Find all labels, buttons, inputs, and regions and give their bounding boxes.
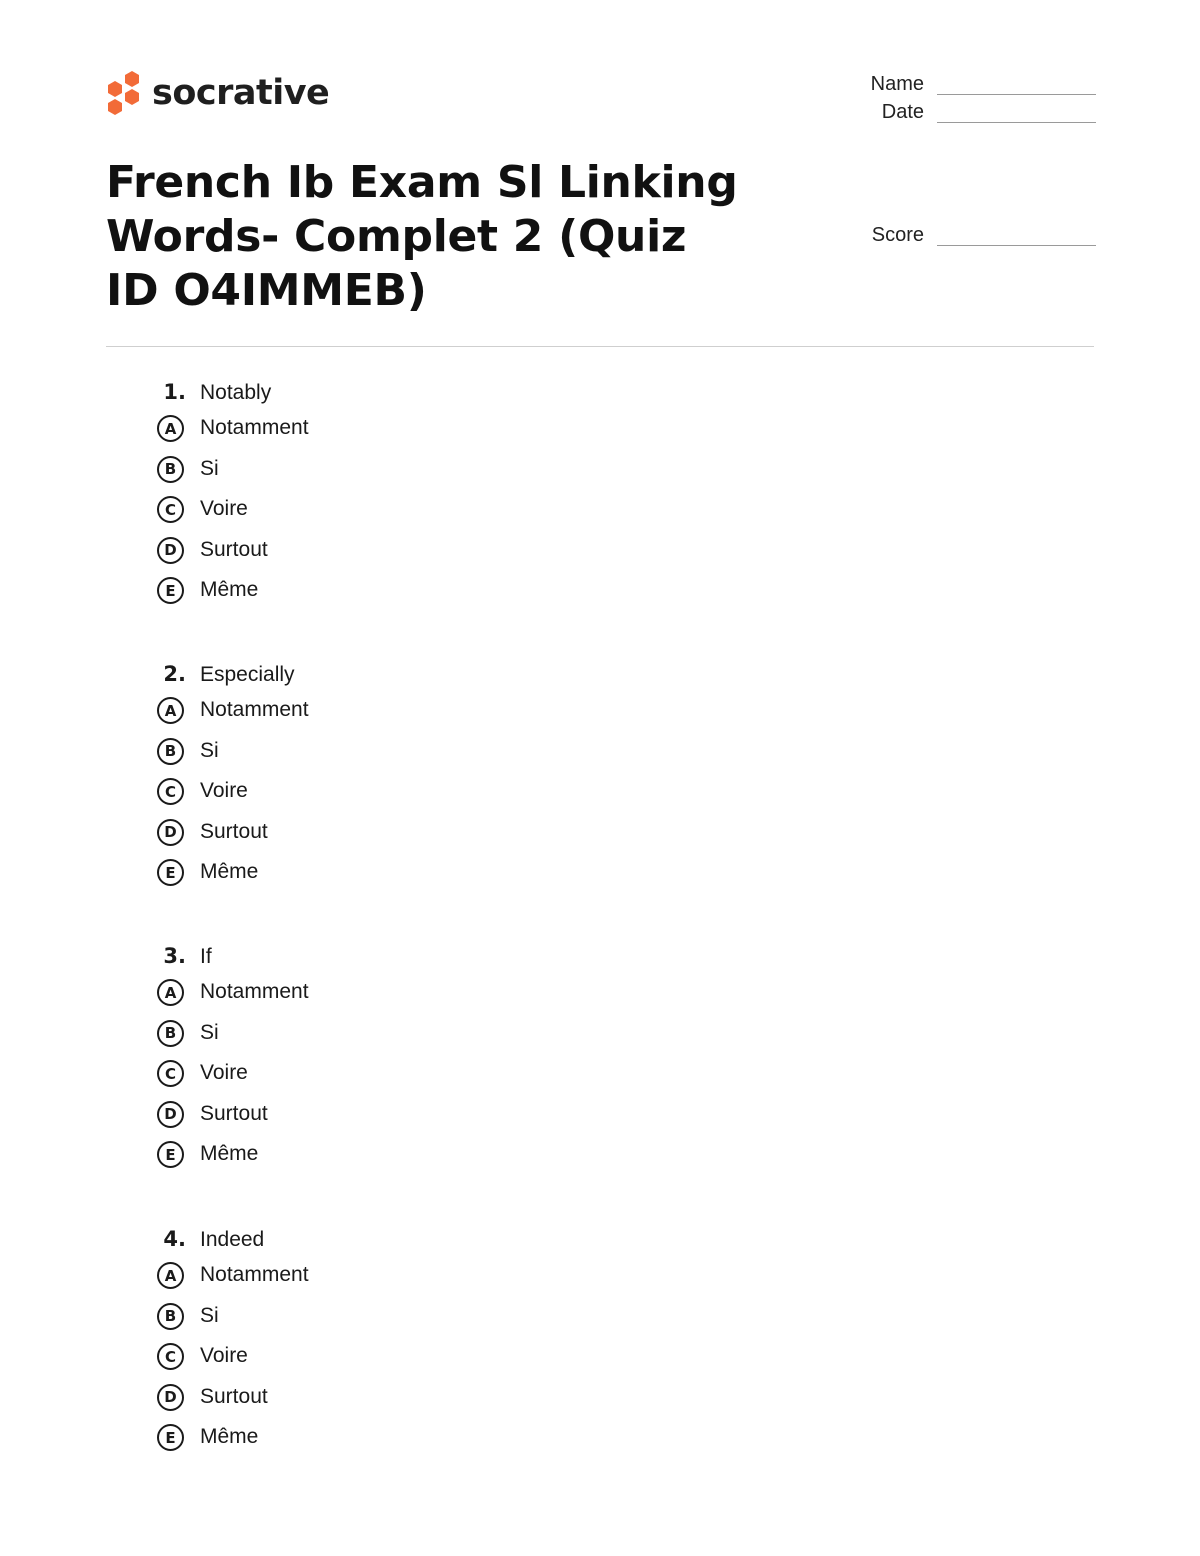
answer-bubble[interactable]: E xyxy=(157,1141,184,1168)
answer-text: Si xyxy=(200,1020,219,1044)
socrative-logo xyxy=(104,68,329,118)
answer-bubble[interactable]: C xyxy=(157,778,184,805)
answer-text: Notamment xyxy=(200,698,309,721)
answer-text: Même xyxy=(200,1425,259,1449)
score-label: Score xyxy=(871,224,924,246)
quiz-title: French Ib Exam Sl Linking Words- Complet 2 (Quiz ID O4IMMEB) xyxy=(106,157,738,316)
question-number: 2. xyxy=(163,662,186,686)
answer-bubble[interactable]: B xyxy=(157,456,184,483)
answer-text: Notamment xyxy=(200,980,309,1003)
answer-bubble[interactable]: E xyxy=(157,577,184,604)
answer-text: Même xyxy=(200,578,259,602)
answer-bubble[interactable]: E xyxy=(157,859,184,886)
answer-text: Si xyxy=(200,738,219,762)
question-text: Indeed xyxy=(200,1228,265,1251)
answer-text: Si xyxy=(200,1303,219,1327)
answer-bubble[interactable]: D xyxy=(157,537,184,564)
answer-bubble[interactable]: D xyxy=(157,1101,184,1128)
date-field[interactable] xyxy=(860,100,1096,128)
answer-bubble[interactable]: A xyxy=(157,415,184,442)
answer-bubble[interactable]: B xyxy=(157,1303,184,1330)
name-field[interactable] xyxy=(860,72,1096,100)
answer-bubble[interactable]: C xyxy=(157,496,184,523)
answer-text: Même xyxy=(200,1142,259,1166)
brand-name: socrative xyxy=(152,73,330,113)
score-field[interactable] xyxy=(860,223,1096,251)
answer-text: Surtout xyxy=(200,1101,268,1125)
answer-text: Surtout xyxy=(200,537,268,561)
answer-bubble[interactable]: C xyxy=(157,1060,184,1087)
question-text: If xyxy=(200,945,212,968)
question-number: 3. xyxy=(163,944,186,968)
answer-text: Notamment xyxy=(200,1263,309,1286)
answer-text: Notamment xyxy=(200,416,309,439)
answer-bubble[interactable]: A xyxy=(157,697,184,724)
answer-text: Surtout xyxy=(200,1384,268,1408)
answer-bubble[interactable]: E xyxy=(157,1424,184,1451)
header-divider xyxy=(106,346,1094,347)
answer-bubble[interactable]: C xyxy=(157,1343,184,1370)
answer-text: Surtout xyxy=(200,819,268,843)
answer-text: Si xyxy=(200,456,219,480)
answer-bubble[interactable]: B xyxy=(157,738,184,765)
score-blank xyxy=(937,245,1096,246)
date-blank xyxy=(937,122,1096,123)
question-number: 1. xyxy=(163,380,186,404)
answer-bubble[interactable]: A xyxy=(157,979,184,1006)
answer-bubble[interactable]: D xyxy=(157,819,184,846)
date-label: Date xyxy=(881,101,924,123)
name-label: Name xyxy=(870,73,924,95)
answer-text: Même xyxy=(200,860,259,884)
name-blank xyxy=(937,94,1096,95)
question-text: Notably xyxy=(200,381,272,404)
answer-bubble[interactable]: B xyxy=(157,1020,184,1047)
answer-text: Voire xyxy=(200,779,248,803)
answer-text: Voire xyxy=(200,1344,248,1368)
answer-text: Voire xyxy=(200,1061,248,1085)
answer-bubble[interactable]: A xyxy=(157,1262,184,1289)
hexagon-cluster-icon xyxy=(104,69,144,117)
question-number: 4. xyxy=(163,1227,186,1251)
question-text: Especially xyxy=(200,663,295,686)
answer-bubble[interactable]: D xyxy=(157,1384,184,1411)
answer-text: Voire xyxy=(200,497,248,521)
